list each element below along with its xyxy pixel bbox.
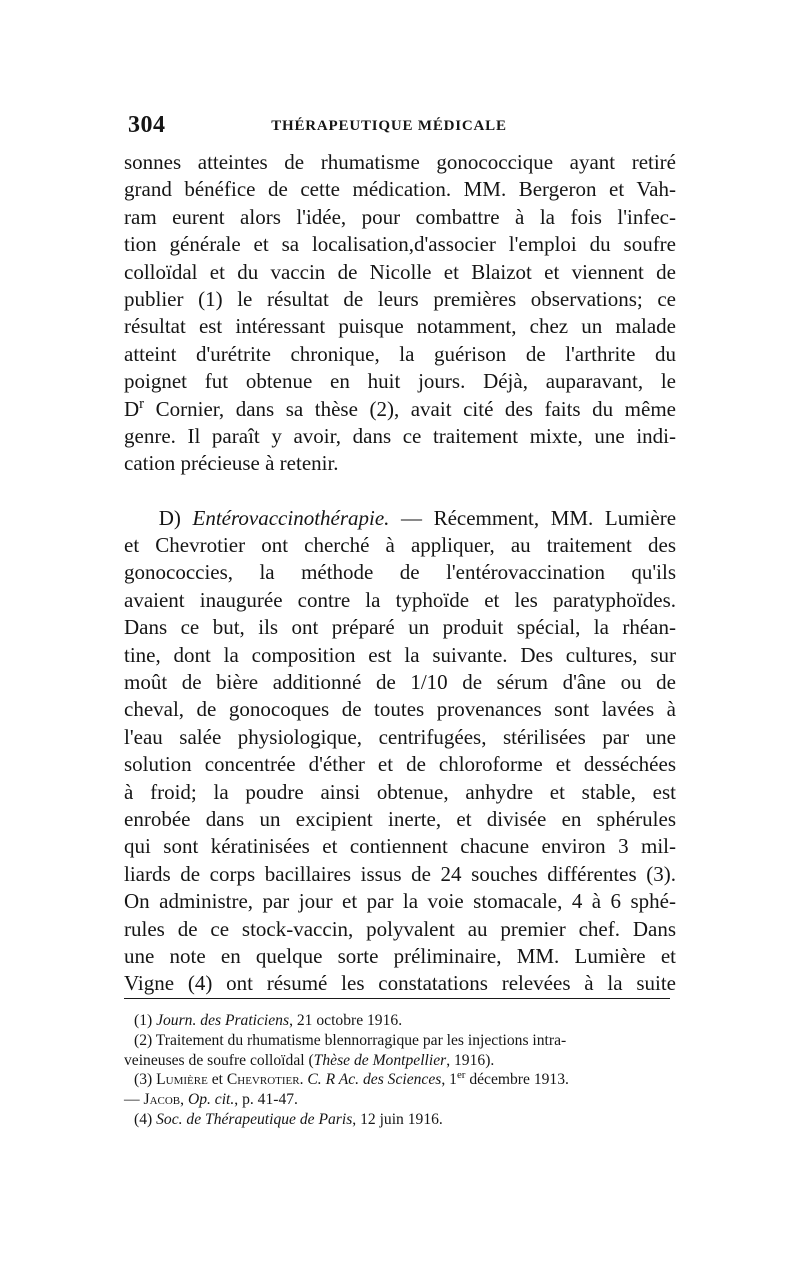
text-line: liards de corps bacillaires issus de 24 souches différentes (3). xyxy=(124,861,676,886)
text-line: l'eau salée physiologique, centrifugées, stérilisées par une xyxy=(124,724,676,749)
footnote-source: C. R Ac. des Sciences xyxy=(307,1071,442,1089)
footnote-text: , p. 41-47. xyxy=(234,1091,298,1109)
dr-superscript: r xyxy=(139,395,145,412)
footnote-4 xyxy=(124,1110,676,1130)
footnote-number: (3) xyxy=(134,1071,157,1089)
text-line: rules de ce stock-vaccin, polyvalent au premier chef. Dans xyxy=(124,916,676,941)
section-title: Entérovaccinothérapie. xyxy=(192,505,390,530)
footnote-source: Soc. de Thérapeutique de Paris xyxy=(156,1110,353,1128)
page-header xyxy=(128,112,678,146)
text-line: grand bénéfice de cette médication. MM. Bergeron et Vah- xyxy=(124,177,676,202)
text-line: qui sont kératinisées et contiennent chacune environ 3 mil- xyxy=(124,834,676,859)
text-line: atteint d'urétrite chronique, la guérison de l'arthrite du xyxy=(124,341,676,366)
section-label: D) xyxy=(158,505,181,530)
running-title: THÉRAPEUTIQUE MÉDICALE xyxy=(271,118,507,134)
text-line: enrobée dans un excipient inerte, et divisée en sphérules xyxy=(124,806,676,831)
dr-abbrev: D xyxy=(124,396,140,421)
text-line: et Chevrotier ont cherché à appliquer, au traitement des xyxy=(124,533,676,558)
body-text xyxy=(124,149,676,998)
text-line: sonnes atteintes de rhumatisme gonococcique ayant retiré xyxy=(124,150,676,174)
footnote-text: — xyxy=(124,1091,144,1109)
footnote-text: , 12 juin 1916. xyxy=(352,1110,443,1128)
text-line: On administre, par jour et par la voie stomacale, 4 à 6 sphé- xyxy=(124,889,676,914)
text-line: cation précieuse à retenir. xyxy=(124,451,339,476)
footnotes xyxy=(124,1011,676,1130)
text-line: une note en quelque sorte préliminaire, MM. Lumière et xyxy=(124,943,676,968)
text-line: solution concentrée d'éther et de chloroforme et desséchées xyxy=(124,752,676,777)
text-line: résultat est intéressant puisque notamment, chez un malade xyxy=(124,314,676,339)
text-line: avaient inaugurée contre la typhoïde et les paratyphoïdes. xyxy=(124,587,676,612)
paragraph-gap xyxy=(124,478,676,505)
footnote-text: , 21 octobre 1916. xyxy=(289,1012,403,1029)
text-line: cheval, de gonocoques de toutes provenances sont lavées à xyxy=(124,697,676,722)
text-line-dr xyxy=(124,396,676,423)
footnote-source: Journ. des Praticiens xyxy=(156,1012,290,1029)
footnote-number: (4) xyxy=(134,1110,157,1128)
footnote-text: et xyxy=(207,1071,227,1089)
footnote-text: , xyxy=(180,1091,188,1109)
footnote-author: Lumière xyxy=(156,1071,208,1089)
text-line: gonococcies, la méthode de l'entérovaccination qu'ils xyxy=(124,560,676,585)
footnote-text: décembre 1913. xyxy=(465,1071,569,1089)
text-line: colloïdal et du vaccin de Nicolle et Blaizot et viennent de xyxy=(124,259,676,284)
text-line: moût de bière additionné de 1/10 de sérum d'âne ou de xyxy=(124,670,676,695)
footnote-source: Op. cit. xyxy=(187,1091,235,1109)
footnote-source: Thèse de Montpellier xyxy=(313,1051,447,1069)
section-line-rest: — Récemment, MM. Lumière xyxy=(389,505,677,530)
footnote-2-line-2 xyxy=(124,1051,676,1071)
footnote-author: Jacob xyxy=(143,1091,181,1109)
footnote-2-line-1: (2) Traitement du rhumatisme blennorragique par les injections intra- xyxy=(134,1031,567,1049)
footnote-text: veineuses de soufre colloïdal ( xyxy=(124,1051,314,1069)
text-line: Dans ce but, ils ont préparé un produit spécial, la rhéan- xyxy=(124,615,676,640)
footnote-text: . xyxy=(299,1071,308,1089)
text-line: ram eurent alors l'idée, pour combattre à la fois l'infec- xyxy=(124,204,676,229)
text-line: à froid; la poudre ainsi obtenue, anhydre et stable, est xyxy=(124,779,676,804)
footnote-superscript: er xyxy=(456,1069,466,1082)
dr-line-rest: Cornier, dans sa thèse (2), avait cité des faits du même xyxy=(144,396,676,421)
page-number: 304 xyxy=(128,112,166,138)
text-line: genre. Il paraît y avoir, dans ce traitement mixte, une indi- xyxy=(124,423,676,448)
text-line: Vigne (4) ont résumé les constatations relevées à la suite xyxy=(124,971,676,996)
footnote-divider xyxy=(124,998,670,999)
text-line: tine, dont la composition est la suivante. Des cultures, sur xyxy=(124,642,676,667)
footnote-author: Chevrotier xyxy=(226,1071,300,1089)
footnote-3-line-1 xyxy=(124,1070,676,1090)
footnote-3-line-2 xyxy=(124,1090,676,1110)
footnote-text: , 1 xyxy=(441,1071,457,1089)
section-heading-line xyxy=(124,505,676,532)
text-line: poignet fut obtenue en huit jours. Déjà, auparavant, le xyxy=(124,369,676,394)
footnote-text: , 1916). xyxy=(446,1051,495,1069)
footnote-1 xyxy=(124,1011,676,1031)
footnote-number: (1) xyxy=(134,1012,157,1029)
text-line: tion générale et sa localisation,d'associer l'emploi du soufre xyxy=(124,232,676,257)
text-line: publier (1) le résultat de leurs premières observations; ce xyxy=(124,286,676,311)
